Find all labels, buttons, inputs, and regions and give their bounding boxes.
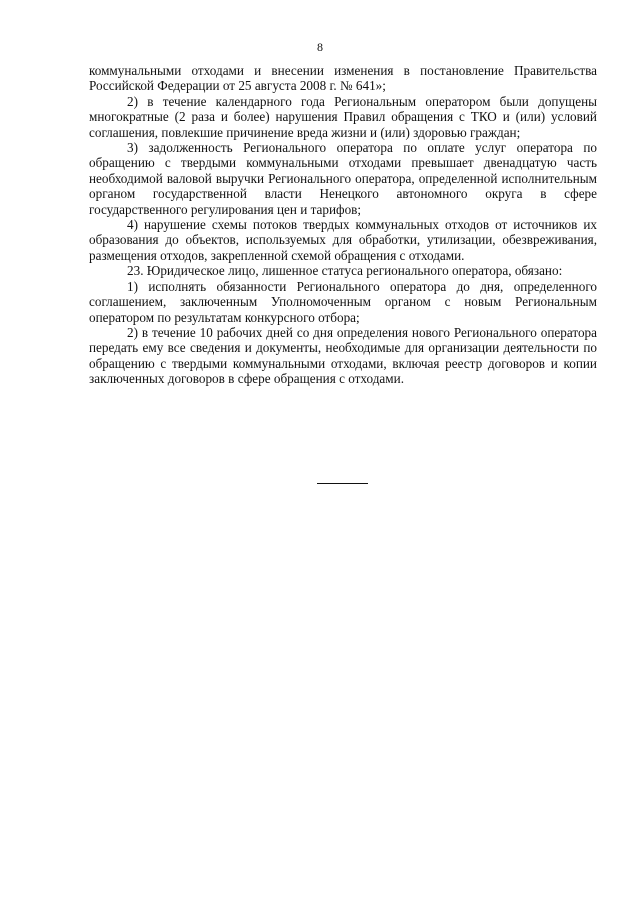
- paragraph-item-2: 2) в течение календарного года Региональным оператором были допущены многократные (2 раза и более) нарушения Правил обращения с ТКО и (или) условий соглашения, повлекшие причинение вреда жизни и (или) здоровью граждан;: [89, 93, 597, 140]
- paragraph-continuation: коммунальными отходами и внесении изменения в постановление Правительства Российской Федерации от 25 августа 2008 г. № 641»;: [89, 63, 597, 94]
- paragraph-item-4: 4) нарушение схемы потоков твердых коммунальных отходов от источников их образования до объектов, используемых для обработки, утилизации, обезвреживания, размещения отходов, закрепленной схемой обращения с отходами.: [89, 217, 597, 263]
- paragraph-obligation-1: 1) исполнять обязанности Регионального оператора до дня, определенного соглашением, заключенным Уполномоченным органом с новым Региональным оператором по результатам конкурсного отбора;: [89, 278, 597, 325]
- paragraph-item-3: 3) задолженность Регионального оператора по оплате услуг оператора по обращению с твердыми коммунальными отходами превышает двенадцатую часть необходимой валовой выручки Регионального оператора, определенной исполнительным органом государственной власти Ненецкого автономного округа в сфере государственного регулирования цен и тарифов;: [89, 140, 597, 217]
- document-body: [89, 63, 597, 387]
- end-separator-line: [317, 483, 368, 484]
- paragraph-section-23: 23. Юридическое лицо, лишенное статуса регионального оператора, обязано:: [127, 263, 563, 279]
- page-number: 8: [317, 40, 323, 54]
- paragraph-obligation-2: 2) в течение 10 рабочих дней со дня определения нового Регионального оператора передать ему все сведения и документы, необходимые для организации деятельности по обращению с твердыми коммунальными отходами, включая реестр договоров и копии заключенных договоров в сфере обращения с отходами.: [89, 324, 597, 387]
